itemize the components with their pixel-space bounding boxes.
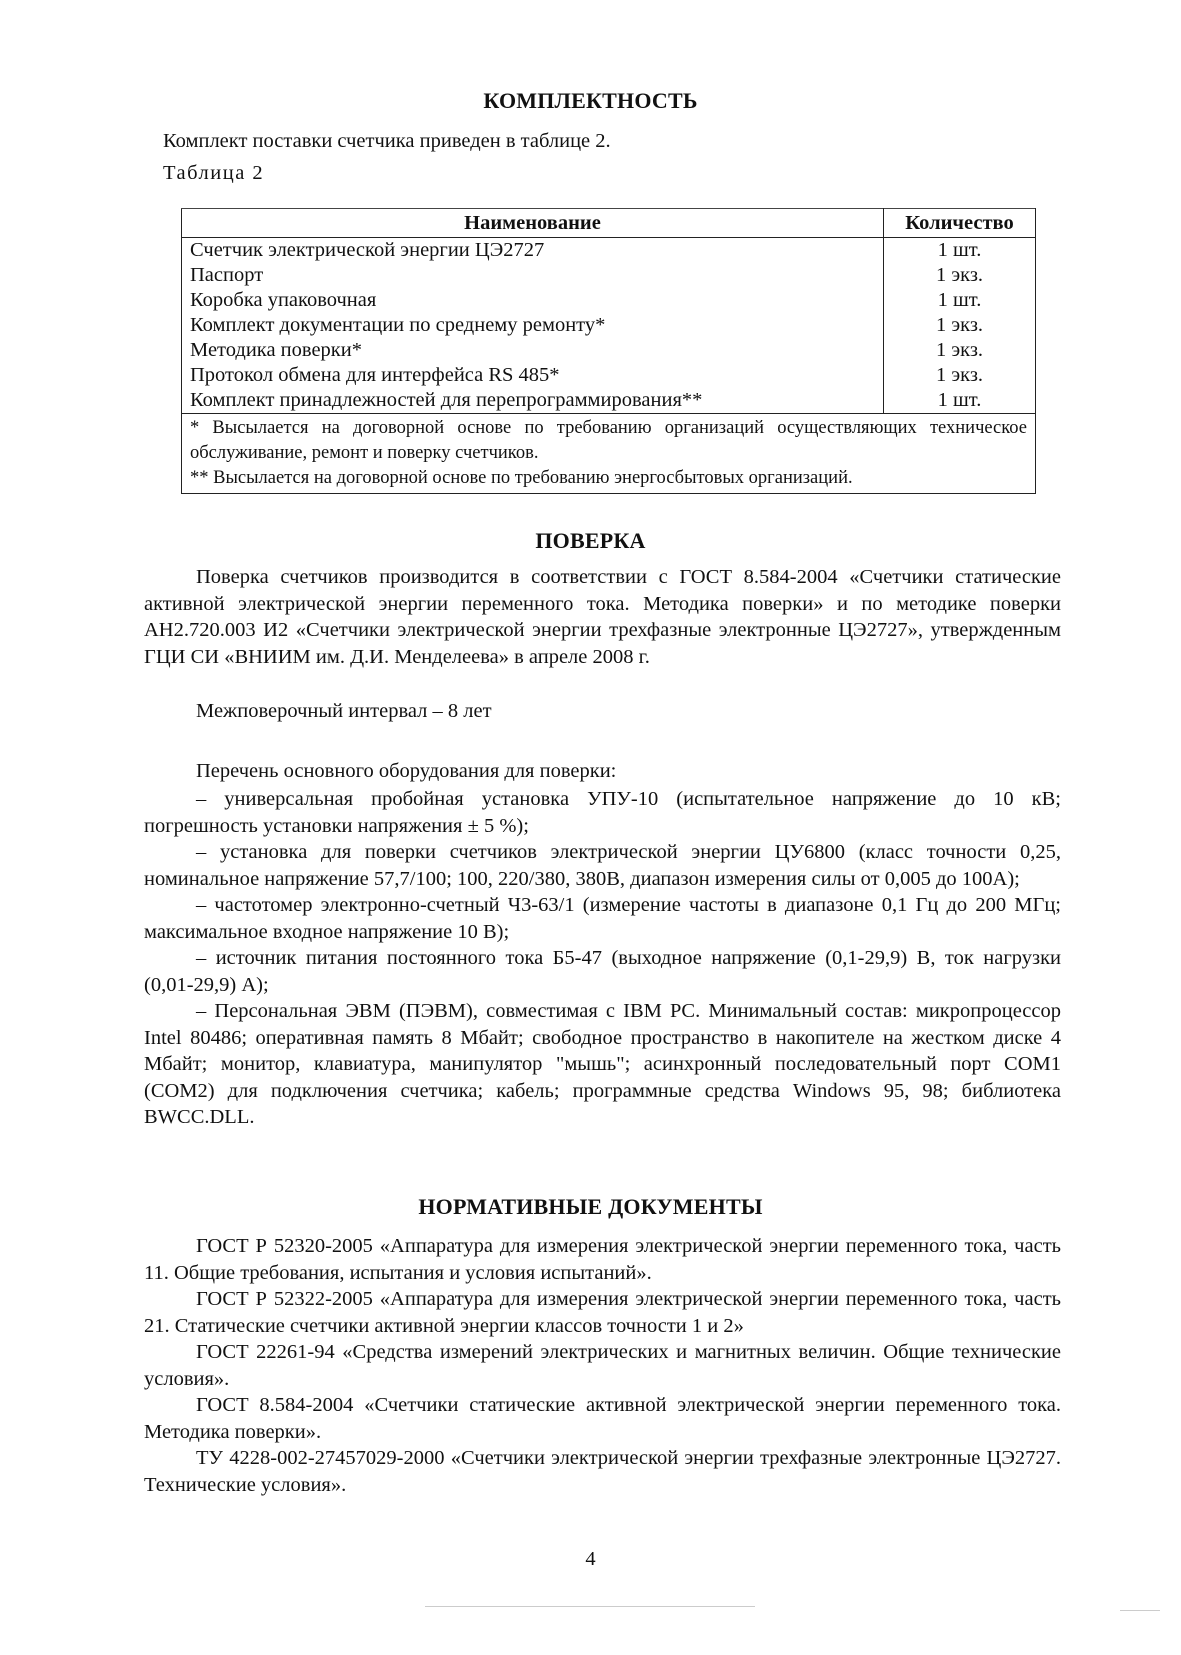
header-quantity: Количество bbox=[884, 209, 1036, 238]
table-notes bbox=[182, 414, 1036, 494]
normative-item: ГОСТ 8.584-2004 «Счетчики статические активной электрической энергии переменного тока. Методика поверки». bbox=[144, 1394, 1061, 1443]
item-name: Протокол обмена для интерфейса RS 485* bbox=[182, 363, 884, 388]
item-quantity: 1 экз. bbox=[884, 313, 1036, 338]
section-title-normative: НОРМАТИВНЫЕ ДОКУМЕНТЫ bbox=[418, 1194, 763, 1219]
item-quantity: 1 шт. bbox=[884, 388, 1036, 414]
verification-interval: Межповерочный интервал – 8 лет bbox=[196, 700, 492, 722]
scan-artifact-line bbox=[425, 1606, 755, 1607]
normative-item: ТУ 4228-002-27457029-2000 «Счетчики электрической энергии трехфазные электронные ЦЭ2727. Технические условия». bbox=[144, 1447, 1061, 1496]
equipment-item: – источник питания постоянного тока Б5-47 (выходное напряжение (0,1-29,9) В, ток нагрузки (0,01-29,9) А); bbox=[144, 947, 1061, 996]
equipment-item: – частотомер электронно-счетный Ч3-63/1 (измерение частоты в диапазоне 0,1 Гц до 200 МГц; максимальное входное напряжение 10 В); bbox=[144, 894, 1061, 943]
item-name: Коробка упаковочная bbox=[182, 288, 884, 313]
equipment-item: – установка для поверки счетчиков электрической энергии ЦУ6800 (класс точности 0,25, номинальное напряжение 57,7/100; 100, 220/380, 380В, диапазон измерения силы от 0,005 до 100А); bbox=[144, 841, 1061, 890]
footnote-double-asterisk: ** Высылается на договорной основе по требованию энергосбытовых организаций. bbox=[190, 468, 853, 488]
normative-item: ГОСТ Р 52322-2005 «Аппаратура для измерения электрической энергии переменного тока, часть 21. Статические счетчики активной энергии классов точности 1 и 2» bbox=[144, 1288, 1061, 1337]
normative-item: ГОСТ 22261-94 «Средства измерений электрических и магнитных величин. Общие технические условия». bbox=[144, 1341, 1061, 1390]
item-quantity: 1 экз. bbox=[884, 263, 1036, 288]
table-row bbox=[182, 288, 1036, 313]
table-row bbox=[182, 263, 1036, 288]
table-notes-row bbox=[182, 414, 1036, 494]
table-row bbox=[182, 363, 1036, 388]
equipment-intro: Перечень основного оборудования для поверки: bbox=[196, 760, 617, 782]
table-row bbox=[182, 388, 1036, 414]
section-title-completeness: КОМПЛЕКТНОСТЬ bbox=[483, 88, 698, 113]
item-name: Счетчик электрической энергии ЦЭ2727 bbox=[182, 238, 884, 264]
section-title-verification: ПОВЕРКА bbox=[535, 528, 646, 553]
item-quantity: 1 шт. bbox=[884, 238, 1036, 264]
page-number: 4 bbox=[585, 1548, 596, 1570]
equipment-list bbox=[144, 786, 1061, 1131]
table-row bbox=[182, 238, 1036, 264]
normative-item: ГОСТ Р 52320-2005 «Аппаратура для измерения электрической энергии переменного тока, часть 11. Общие требования, испытания и условия испытаний». bbox=[144, 1235, 1061, 1284]
item-name: Методика поверки* bbox=[182, 338, 884, 363]
verification-paragraph: Поверка счетчиков производится в соответствии с ГОСТ 8.584-2004 «Счетчики статические активной электрической энергии переменного тока. Методика поверки» и по методике поверки АН2.720.003 И2 «Счетчики электрической энергии трехфазные электронные ЦЭ2727», утвержденным ГЦИ СИ «ВНИИМ им. Д.И. Менделеева» в апреле 2008 г. bbox=[144, 566, 1061, 668]
item-name: Комплект документации по среднему ремонту* bbox=[182, 313, 884, 338]
table-row bbox=[182, 313, 1036, 338]
table-caption: Таблица 2 bbox=[163, 162, 265, 184]
table-row bbox=[182, 338, 1036, 363]
item-name: Комплект принадлежностей для перепрограммирования** bbox=[182, 388, 884, 414]
table-header-row bbox=[182, 209, 1036, 238]
delivery-set-table bbox=[181, 208, 1036, 494]
equipment-item: – универсальная пробойная установка УПУ-10 (испытательное напряжение до 10 кВ; погрешность установки напряжения ± 5 %); bbox=[144, 788, 1061, 837]
equipment-item: – Персональная ЭВМ (ПЭВМ), совместимая с IBM PC. Минимальный состав: микропроцессор Intel 80486; оперативная память 8 Мбайт; свободное пространство в накопителе на жестком диске 4 Мбайт; монитор, клавиатура, манипулятор "мышь"; асинхронный последовательный порт COM1 (COM2) для подключения счетчика; кабель; программные средства Windows 95, 98; библиотека BWCC.DLL. bbox=[144, 1000, 1061, 1128]
header-name: Наименование bbox=[182, 209, 884, 238]
footnote-single-asterisk: * Высылается на договорной основе по требованию организаций осуществляющих техническое обслуживание, ремонт и поверку счетчиков. bbox=[190, 418, 1027, 463]
item-quantity: 1 экз. bbox=[884, 363, 1036, 388]
normative-list bbox=[144, 1233, 1061, 1498]
item-quantity: 1 экз. bbox=[884, 338, 1036, 363]
item-name: Паспорт bbox=[182, 263, 884, 288]
scan-artifact-line bbox=[1120, 1610, 1160, 1611]
completeness-intro: Комплект поставки счетчика приведен в таблице 2. bbox=[163, 130, 611, 152]
item-quantity: 1 шт. bbox=[884, 288, 1036, 313]
